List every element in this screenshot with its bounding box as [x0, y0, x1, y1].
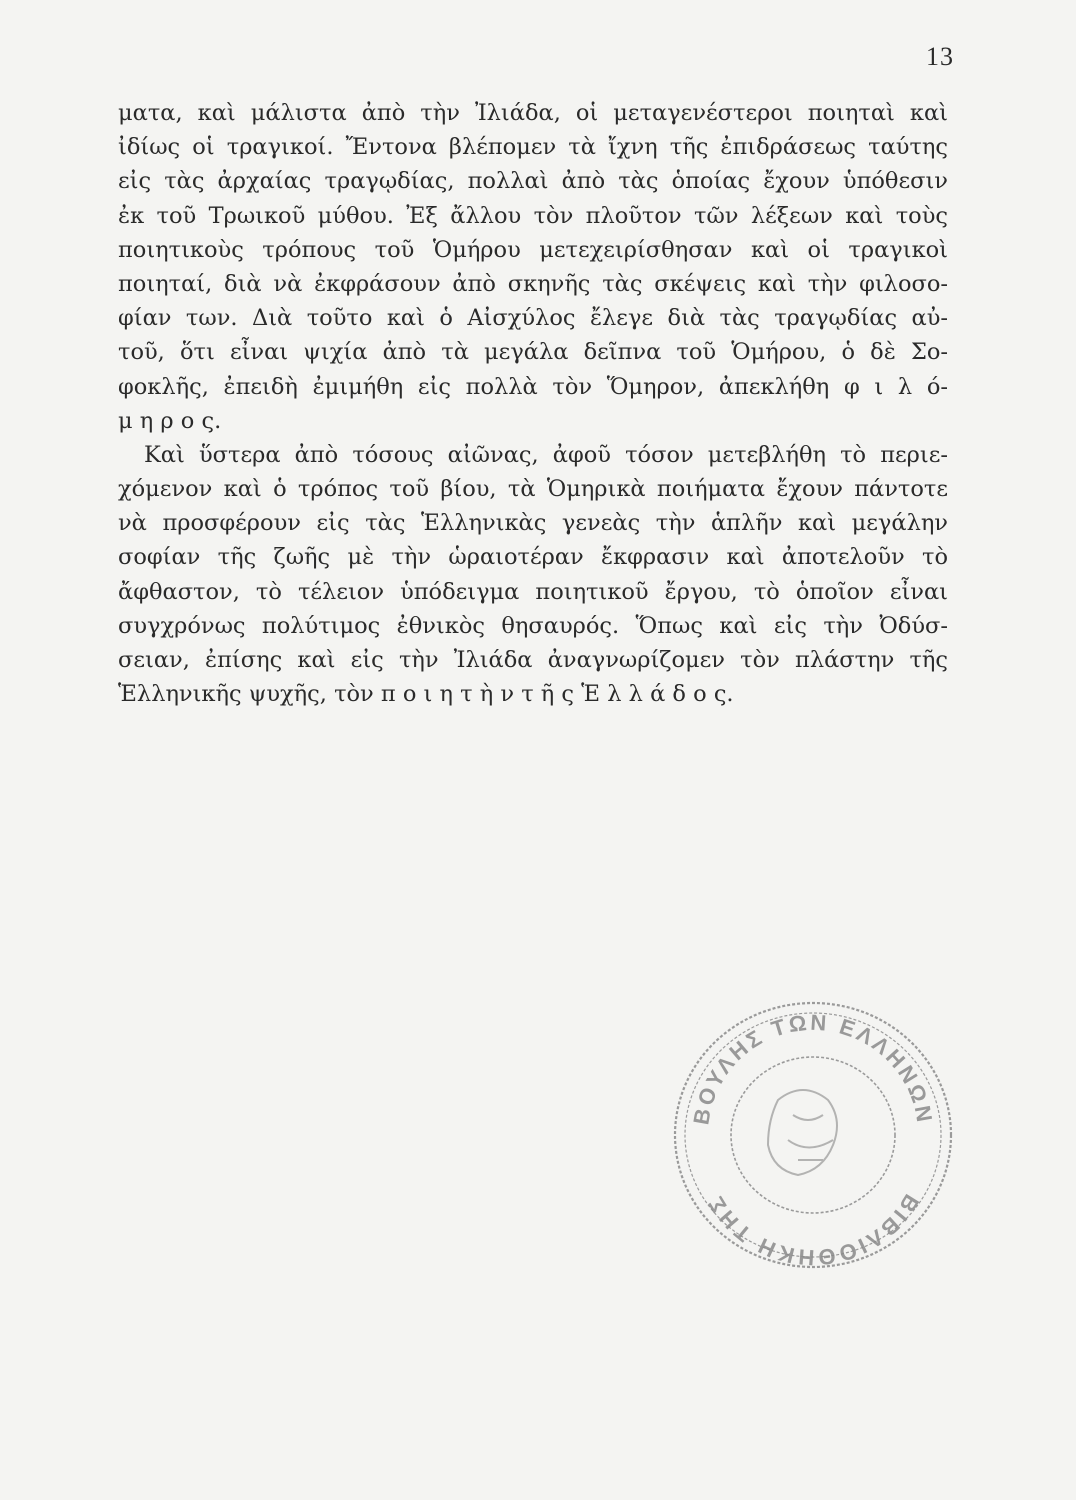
paragraph-1: [118, 96, 948, 438]
text-line: Ἑλληνικῆς ψυχῆς, τὸν π ο ι η τ ὴ ν τ ῆ ς Ἑ λ λ ά δ ο ς.: [118, 681, 734, 708]
page-number: 13: [926, 42, 954, 71]
text-line: Καὶ ὕστερα ἀπὸ τόσους αἰῶνας, ἀφοῦ τόσον μετεβλήθη τὸ περιε-: [144, 441, 948, 468]
text-line: φίαν των. Διὰ τοῦτο καὶ ὁ Αἰσχύλος ἔλεγε διὰ τὰς τραγῳδίας αὐ-: [118, 305, 948, 332]
text-line: νὰ προσφέρουν εἰς τὰς Ἑλληνικὰς γενεὰς τὴν ἁπλῆν καὶ μεγάλην: [118, 510, 948, 537]
stamp-text-top: ΒΟΥΛΗΣ ΤΩΝ ΕΛΛΗΝΩΝ: [688, 1009, 938, 1127]
text-line: ἰδίως οἱ τραγικοί. Ἔντονα βλέπομεν τὰ ἴχνη τῆς ἐπιδράσεως ταύτης: [118, 134, 948, 161]
body-text: [118, 96, 948, 711]
stamp-text-bottom: ΒΙΒΛΙΟΘΗΚΗ ΤΗΣ: [701, 1189, 925, 1271]
text-line: τοῦ, ὅτι εἶναι ψιχία ἀπὸ τὰ μεγάλα δεῖπνα τοῦ Ὁμήρου, ὁ δὲ Σο-: [118, 339, 948, 366]
text-line: ματα, καὶ μάλιστα ἀπὸ τὴν Ἰλιάδα, οἱ μεταγενέστεροι ποιηταὶ καὶ: [118, 100, 948, 126]
text-line: ποιηταί, διὰ νὰ ἐκφράσουν ἀπὸ σκηνῆς τὰς σκέψεις καὶ τὴν φιλοσο-: [118, 270, 948, 297]
text-line: σοφίαν τῆς ζωῆς μὲ τὴν ὡραιοτέραν ἔκφρασιν καὶ ἀποτελοῦν τὸ: [118, 544, 948, 571]
paragraph-2: [118, 438, 948, 712]
text-line: σειαν, ἐπίσης καὶ εἰς τὴν Ἰλιάδα ἀναγνωρίζομεν τὸν πλάστην τῆς: [118, 647, 948, 673]
text-line: φοκλῆς, ἐπειδὴ ἐμιμήθη εἰς πολλὰ τὸν Ὅμηρον, ἀπεκλήθη φ ι λ ό-: [118, 373, 948, 400]
library-stamp: [668, 995, 958, 1275]
text-line: ἐκ τοῦ Τρωικοῦ μύθου. Ἐξ ἄλλου τὸν πλοῦτον τῶν λέξεων καὶ τοὺς: [118, 202, 948, 229]
text-line: χόμενον καὶ ὁ τρόπος τοῦ βίου, τὰ Ὁμηρικὰ ποιήματα ἔχουν πάντοτε: [118, 476, 948, 503]
text-line: ἄφθαστον, τὸ τέλειον ὑπόδειγμα ποιητικοῦ ἔργου, τὸ ὁποῖον εἶναι: [118, 578, 948, 605]
stamp-emblem: [768, 1090, 837, 1175]
stamp-rings: [675, 1003, 951, 1267]
text-line: εἰς τὰς ἀρχαίας τραγῳδίας, πολλαὶ ἀπὸ τὰς ὁποίας ἔχουν ὑπόθεσιν: [118, 168, 948, 195]
text-line: συγχρόνως πολύτιμος ἐθνικὸς θησαυρός. Ὅπως καὶ εἰς τὴν Ὀδύσ-: [118, 612, 948, 639]
text-line: μ η ρ ο ς.: [118, 407, 222, 434]
text-line: ποιητικοὺς τρόπους τοῦ Ὁμήρου μετεχειρίσθησαν καὶ οἱ τραγικοὶ: [118, 236, 948, 263]
